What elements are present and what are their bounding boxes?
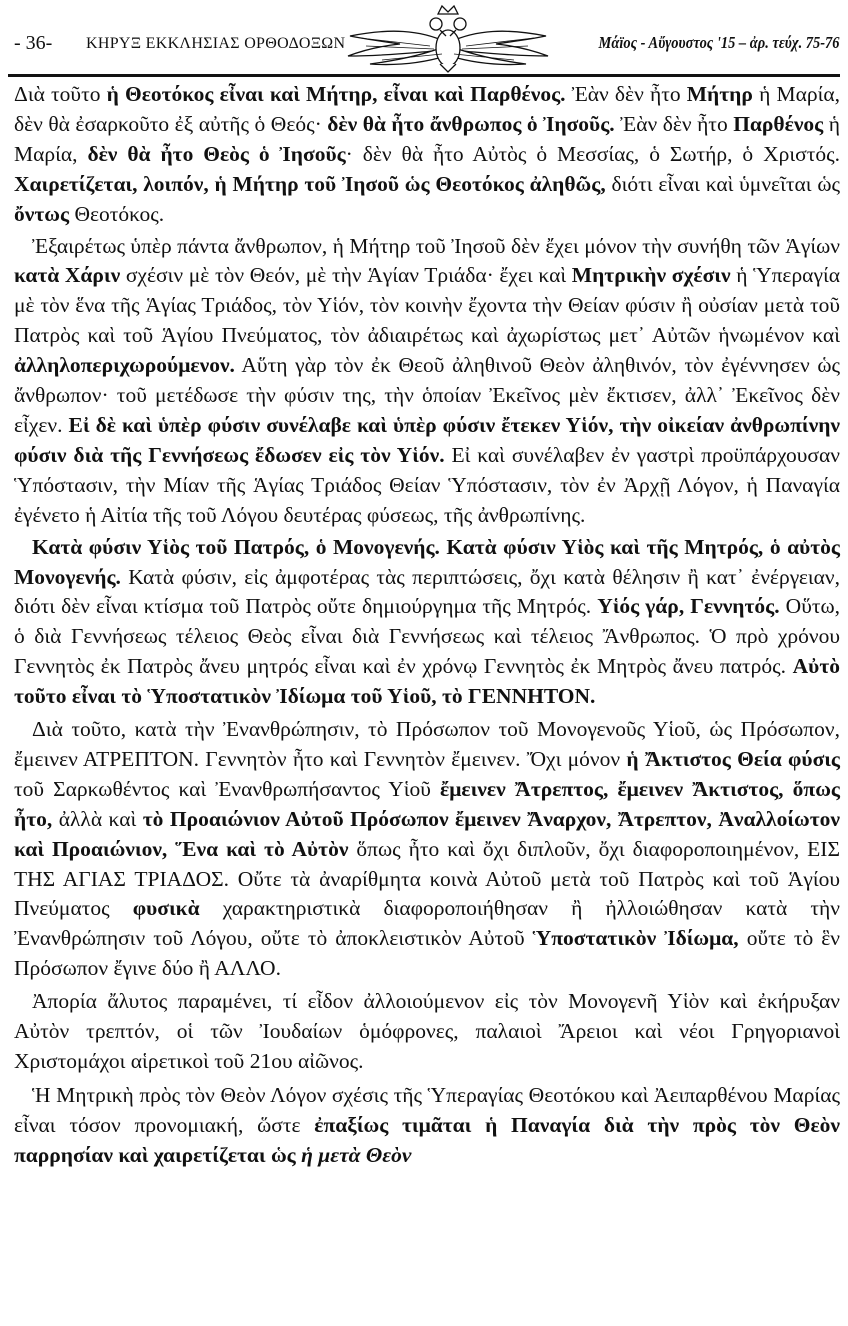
emphasis-text: ἡ μετὰ Θεὸν [301, 1142, 412, 1167]
text-run: ἀλλὰ καὶ [52, 806, 143, 831]
text-run: Αὕτη γὰρ τὸν ἐκ Θεοῦ ἀληθινοῦ Θεὸν ἀληθινόν, τὸν ἐγέννησεν ὡς ἄνθρωπον· τοῦ μετέδωσε τὴν φύσιν της, τὴν ὁποίαν Ἐκεῖνος μὲν ἔκτισεν, ἀλλ᾽ Ἐκεῖνος δὲν εἶχεν. [14, 353, 840, 437]
bold-text: Αὐτὸ τοῦτο εἶναι τὸ Ὑποστατικὸν Ἰδίωμα τοῦ Υἱοῦ, τὸ ΓΕΝΝΗΤΟΝ. [14, 654, 840, 709]
text-run: Διὰ τοῦτο [14, 82, 107, 106]
paragraph [14, 80, 840, 230]
bold-text: ἡ Ἄκτιστος Θεία φύσις [626, 746, 840, 771]
bold-text: δὲν θὰ ἦτο ἄνθρωπος ὁ Ἰησοῦς. [327, 111, 615, 136]
bold-text: κατὰ Χάριν [14, 263, 121, 288]
bold-text: Μητρικὴν σχέσιν [571, 263, 731, 288]
paragraph [14, 987, 840, 1077]
bold-text: Υἱός γάρ, Γεννητός. [597, 594, 780, 619]
header-rule [8, 74, 840, 77]
text-run: τοῦ Σαρκωθέντος καὶ Ἐνανθρωπήσαντος Υἱοῦ [14, 776, 441, 801]
bold-text: ἡ Θεοτόκος εἶναι καὶ Μήτηρ, εἶναι καὶ Παρθένος. [106, 82, 566, 106]
text-run: Ἡ Μητρικὴ πρὸς τὸν Θεὸν Λόγον σχέσις τῆς Ὑπεραγίας Θεοτόκου καὶ Ἀειπαρθένου Μαρίας εἶναι τόσον προνομιακή, ὥστε [14, 1082, 840, 1137]
bold-text: τὸ Προαιώνιον Αὐτοῦ Πρόσωπον ἔμεινεν Ἄναρχον, Ἄτρεπτον, Ἀναλλοίωτον καὶ Προαιώνιον, Ἕνα καὶ τὸ Αὐτὸν [14, 806, 841, 861]
page-number: - 36- [14, 32, 53, 54]
paragraph [14, 1081, 840, 1171]
text-run: διότι εἶναι καὶ ὑμνεῖται ὡς [605, 171, 840, 196]
text-run: ἡ Ὑπεραγία μὲ τὸν ἕνα τῆς Ἁγίας Τριάδος, τὸν Υἱόν, τὸν κοινὴν ἔχοντα τὴν Θείαν φύσιν ἢ οὐσίαν μετὰ τοῦ Πατρὸς καὶ τοῦ Ἁγίου Πνεύματος, τὸν ἀδιαιρέτως καὶ ἀχωρίστως μετ᾽ Αὐτῶν ἡνωμένον καὶ [14, 263, 840, 348]
text-run: Ἀπορία ἄλυτος παραμένει, τί εἶδον ἀλλοιούμενον εἰς τὸν Μονογενῆ Υἱὸν καὶ ἐκήρυξαν Αὐτὸν τρεπτόν, οἱ τῶν Ἰουδαίων ὁμόφρονες, παλαιοὶ Ἄρειοι καὶ νέοι Γρηγοριανοὶ Χριστομάχοι αἱρετικοὶ τοῦ 21ου αἰῶνος. [14, 989, 840, 1073]
text-run: σχέσιν μὲ τὸν Θεόν, μὲ τὴν Ἁγίαν Τριάδα· ἔχει καὶ [120, 263, 572, 288]
text-run: Εἰ καὶ συνέλαβεν ἐν γαστρὶ προϋπάρχουσαν Ὑπόστασιν, τὴν Μίαν τῆς Ἁγίας Τριάδος Θείαν Ὑπόστασιν, τὸν ἐν Ἀρχῇ Λόγον, ἡ Παναγία ἐγένετο ἡ Αἰτία τῆς τοῦ Λόγου δευτέρας φύσεως, τῆς ἀνθρωπίνης. [14, 442, 840, 527]
text-run: Ἐὰν δὲν ἦτο [565, 82, 687, 106]
paragraph [14, 232, 840, 531]
issue-info: Μάϊος - Αὔγουστος '15 – ἀρ. τεύχ. 75-76 [599, 33, 840, 52]
text-run: οὔτε τὸ ἓν Πρόσωπον ἔγινε δύο ἢ ΑΛΛΟ. [14, 926, 841, 981]
bold-text: Χαιρετίζεται, λοιπόν, ἡ Μήτηρ τοῦ Ἰησοῦ ὡς Θεοτόκος ἀληθῶς, [14, 171, 606, 196]
bold-text: ἔμεινεν Ἄτρεπτος, ἔμεινεν Ἄκτιστος, ὅπως ἦτο, [14, 776, 840, 831]
paragraph [14, 715, 840, 984]
text-run: ἡ Μαρία, [14, 111, 840, 166]
page-header [0, 0, 848, 72]
bold-text: Ὑποστατικὸν Ἰδίωμα, [532, 926, 739, 951]
bold-text: Παρθένος [733, 111, 824, 136]
bold-text: ἐπαξίως τιμᾶται ἡ Παναγία διὰ τὴν πρὸς τὸν Θεὸν παρρησίαν καὶ χαιρετίζεται ὡς [14, 1112, 840, 1167]
article-body [14, 80, 840, 1181]
text-run: Κατὰ φύσιν, εἰς ἀμφοτέρας τὰς περιπτώσεις, ὄχι κατὰ θέλησιν ἢ κατ᾽ ἐνέργειαν, διότι δὲν εἶναι κτίσμα τοῦ Πατρὸς οὔτε δημιούργημα τῆς Μητρός. [14, 564, 840, 619]
bold-text: ὄντως [14, 201, 70, 226]
text-run: ἡ Μαρία, δὲν θὰ ἐσαρκοῦτο ἐξ αὐτῆς ὁ Θεός· [14, 82, 840, 136]
paragraph [14, 533, 840, 712]
double-headed-eagle-icon [330, 2, 566, 74]
bold-text: φυσικὰ [132, 896, 200, 921]
publication-title: ΚΗΡΥΞ ΕΚΚΛΗΣΙΑΣ ΟΡΘΟΔΟΞΩΝ [86, 35, 346, 52]
bold-text: Κατὰ φύσιν Υἱὸς τοῦ Πατρός, ὁ Μονογενής. Κατὰ φύσιν Υἱὸς καὶ τῆς Μητρός, ὁ αὐτὸς Μονογενής. [14, 534, 840, 589]
text-run: · δὲν θὰ ἦτο Αὐτὸς ὁ Μεσσίας, ὁ Σωτήρ, ὁ Χριστός. [345, 141, 840, 166]
bold-text: δὲν θὰ ἦτο Θεὸς ὁ Ἰησοῦς [87, 141, 346, 166]
text-run: Ἐὰν δὲν ἦτο [614, 111, 734, 136]
bold-text: Εἰ δὲ καὶ ὑπὲρ φύσιν συνέλαβε καὶ ὑπὲρ φύσιν ἔτεκεν Υἱόν, τὴν οἰκείαν ἀνθρωπίνην φύσιν διὰ τῆς Γεννήσεως ἔδωσεν εἰς τὸν Υἱόν. [14, 412, 841, 467]
text-run: Θεοτόκος. [69, 201, 165, 226]
bold-text: ἀλληλοπεριχωρούμενον. [14, 353, 235, 378]
text-run: χαρακτηριστικὰ διαφοροποιήθησαν ἢ ἠλλοιώθησαν κατὰ τὴν Ἐνανθρώπησιν τοῦ Λόγου, οὔτε τὸ ἀποκλειστικὸν Αὐτοῦ [14, 896, 840, 951]
text-run: Διὰ τοῦτο, κατὰ τὴν Ἐνανθρώπησιν, τὸ Πρόσωπον τοῦ Μονογενοῦς Υἱοῦ, ὡς Πρόσωπον, ἔμεινεν ΑΤΡΕΠΤΟΝ. Γεννητὸν ἦτο καὶ Γεννητὸν ἔμεινεν. Ὄχι μόνον [14, 717, 840, 771]
text-run: Οὕτω, ὁ διὰ Γεννήσεως τέλειος Θεὸς εἶναι διὰ Γεννήσεως καὶ τέλειος Ἄνθρωπος. Ὁ πρὸ χρόνου Γεννητὸς ἐκ Πατρὸς ἄνευ μητρός εἶναι καὶ ἐν χρόνῳ Γεννητὸς ἐκ Μητρὸς ἄνευ πατρός. [14, 594, 841, 679]
text-run: ὅπως ἦτο καὶ ὄχι διπλοῦν, ὄχι διαφοροποιημένον, ΕΙΣ ΤΗΣ ΑΓΙΑΣ ΤΡΙΑΔΟΣ. Οὔτε τὰ ἀναρίθμητα κοινὰ Αὐτοῦ μετὰ τοῦ Πατρὸς καὶ τοῦ Ἁγίου Πνεύματος [14, 836, 840, 921]
bold-text: Μήτηρ [686, 82, 753, 106]
text-run: Ἐξαιρέτως ὑπὲρ πάντα ἄνθρωπον, ἡ Μήτηρ τοῦ Ἰησοῦ δὲν ἔχει μόνον τὴν συνήθη τῶν Ἁγίων [32, 233, 840, 258]
